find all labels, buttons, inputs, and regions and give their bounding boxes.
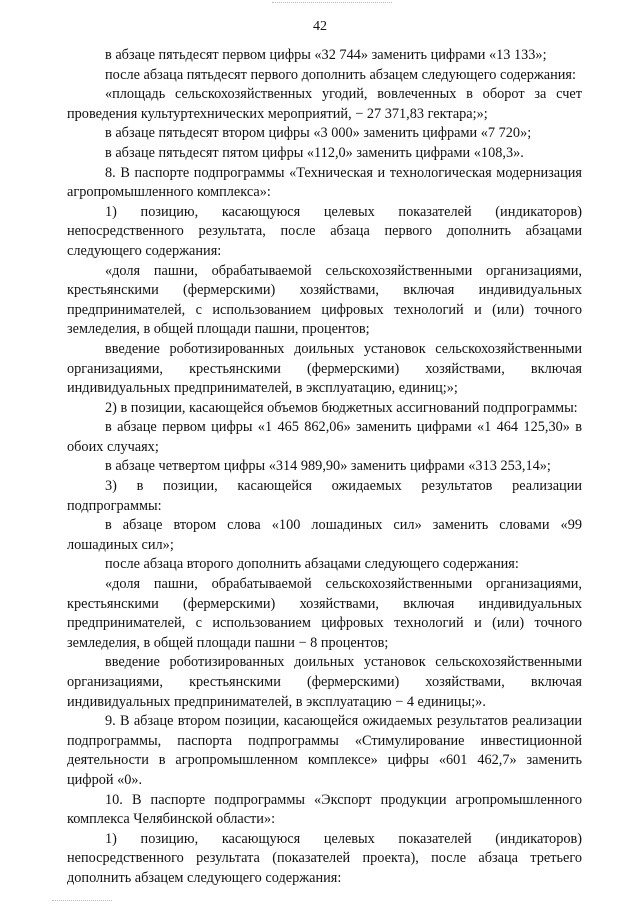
paragraph: в абзаце первом цифры «1 465 862,06» заменить цифрами «1 464 125,30» в обоих случаях; [67,419,582,455]
paragraph: после абзаца пятьдесят первого дополнить абзацем следующего содержания: [105,66,576,83]
paragraph: в абзаце втором слова «100 лошадиных сил» заменить словами «99 лошадиных сил»; [67,517,582,553]
paragraph: 1) позицию, касающуюся целевых показателей (индикаторов) непосредственного результата (показателей проекта), после абзаца третьего дополнить абзацем следующего содержания: [67,830,582,886]
paragraph: 9. В абзаце втором позиции, касающейся ожидаемых результатов реализации подпрограммы, паспорта подпрограммы «Стимулирование инвестиционной деятельности в агропромышленном комплексе» цифры «601 462,7» заменить цифрой «0». [67,713,582,788]
document-body [67,46,582,889]
paragraph: в абзаце пятьдесят первом цифры «32 744» заменить цифрами «13 133»; [105,47,547,63]
paragraph: в абзаце пятьдесят пятом цифры «112,0» заменить цифрами «108,3». [105,144,524,161]
paragraph: «площадь сельскохозяйственных угодий, вовлеченных в оборот за счет проведения культуртехнических мероприятий, − 27 371,83 гектара;»; [67,86,582,122]
page-number: 42 [313,19,327,34]
paragraph: введение роботизированных доильных установок сельскохозяйственными организациями, крестьянскими (фермерскими) хозяйствами, включая индивидуальных предпринимателей, в эксплуатацию, единиц;»; [67,340,582,397]
paragraph: после абзаца второго дополнить абзацами следующего содержания: [105,556,519,573]
paragraph: 3) в позиции, касающейся ожидаемых результатов реализации подпрограммы: [67,478,582,514]
paragraph: в абзаце пятьдесят втором цифры «3 000» заменить цифрами «7 720»; [105,125,532,142]
scan-artifact-bottom [52,896,112,901]
scan-artifact-top [272,2,392,9]
paragraph: 10. В паспорте подпрограммы «Экспорт продукции агропромышленного комплекса Челябинской области»: [67,791,582,828]
paragraph: «доля пашни, обрабатываемой сельскохозяйственными организациями, крестьянскими (фермерскими) хозяйствами, включая индивидуальных предпринимателей, с использованием цифровых технологий и (или) точного земледелия, в общей площади пашни, процентов; [67,262,582,338]
paragraph: «доля пашни, обрабатываемой сельскохозяйственными организациями, крестьянскими (фермерскими) хозяйствами, включая индивидуальных предпринимателей, с использованием цифровых технологий и (или) точного земледелия, в общей площади пашни − 8 процентов; [67,576,582,651]
paragraph: введение роботизированных доильных установок сельскохозяйственными организациями, крестьянскими (фермерскими) хозяйствами, включая индивидуальных предпринимателей, в эксплуатацию − 4 единицы;». [67,654,582,710]
paragraph: 1) позицию, касающуюся целевых показателей (индикаторов) непосредственного результата, после абзаца первого дополнить абзацами следующего содержания: [67,203,582,259]
paragraph: 2) в позиции, касающейся объемов бюджетных ассигнований подпрограммы: [105,399,578,416]
paragraph: в абзаце четвертом цифры «314 989,90» заменить цифрами «313 253,14»; [105,458,551,475]
paragraph: 8. В паспорте подпрограммы «Техническая и технологическая модернизация агропромышленного комплекса»: [67,164,582,201]
